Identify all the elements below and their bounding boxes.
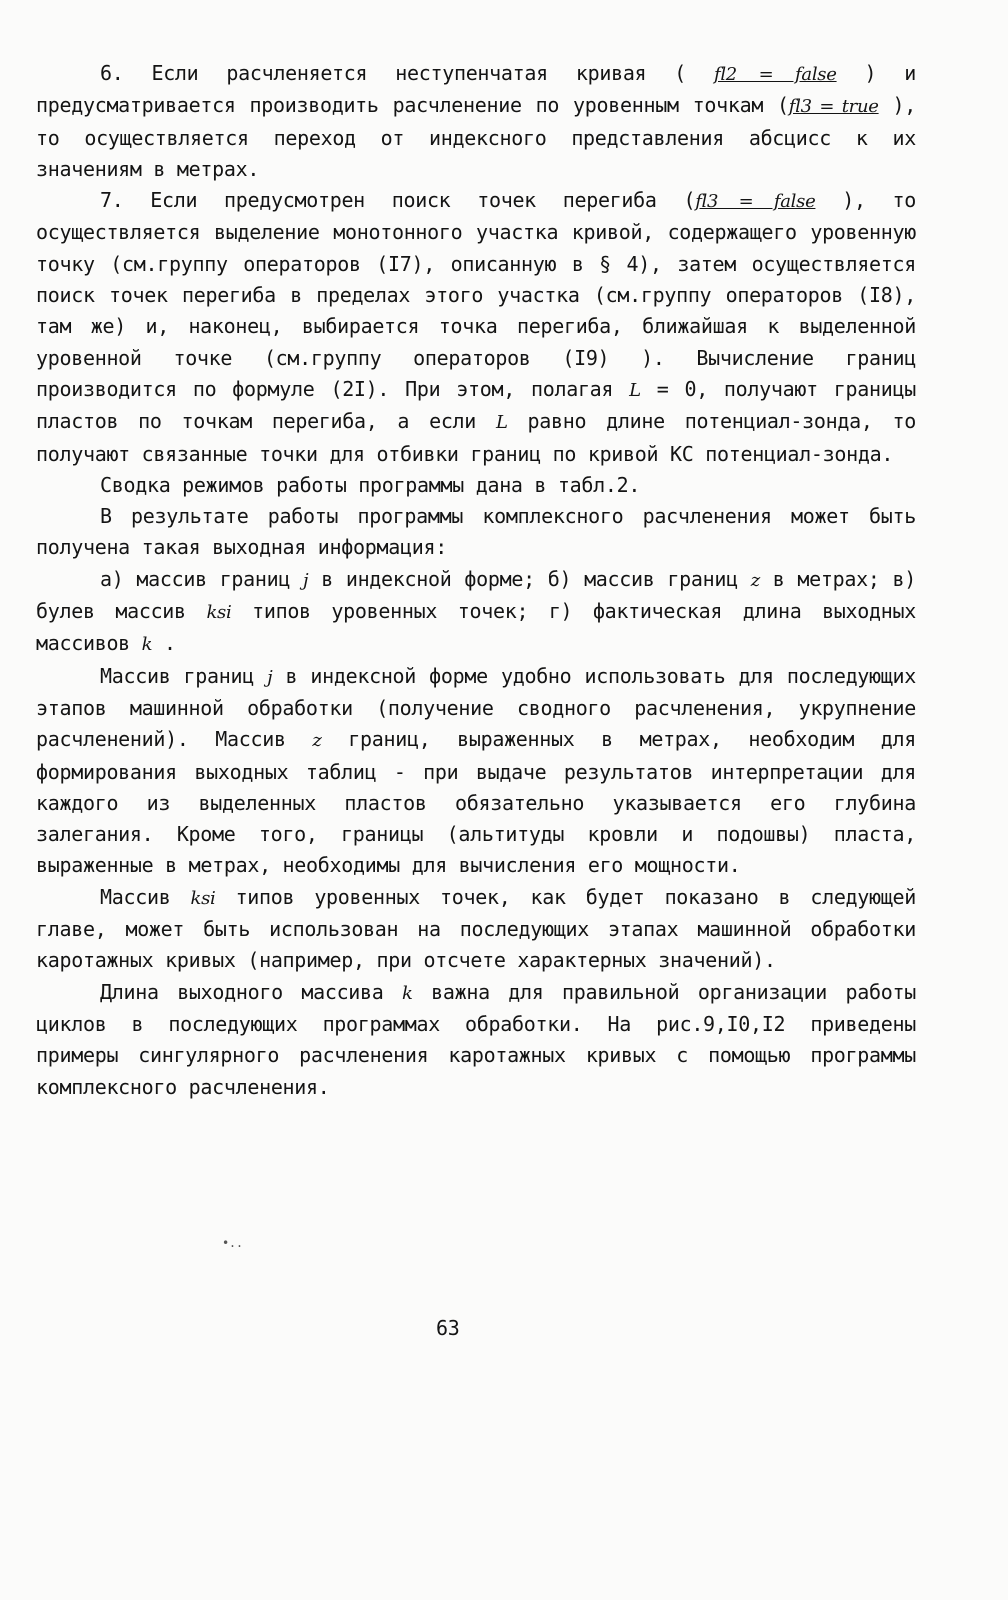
- handwritten-variable: ksi: [190, 887, 216, 909]
- text-run: типов уровенных точек, как будет показано в следующей главе, может быть использован на последующих этапах машинной обработки каротажных кривых (например, при отсчете характерных значений).: [36, 884, 917, 973]
- text-run: Массив: [100, 884, 191, 909]
- text-run: важна для правильной организации работы циклов в последующих программах обработки. На рис.9,I0,I2 приведены примеры сингулярного расчленения каротажных кривых с помощью программы комплексного расчленения.: [36, 979, 916, 1099]
- text-run: ), то осуществляется переход от индексного представления абсцисс к их значениям в метрах.: [36, 93, 916, 181]
- text-run: = 0, получают границы пластов по точкам перегиба, а если: [36, 376, 916, 434]
- handwritten-variable: z: [312, 730, 322, 752]
- text-run: Сводка режимов работы программы дана в табл.2.: [100, 472, 641, 497]
- handwritten-variable: L: [495, 412, 508, 434]
- text-run: .: [152, 631, 176, 656]
- paragraph: [36, 564, 916, 661]
- text-run: в индексной форме; б) массив границ: [308, 566, 751, 591]
- text-run: а) массив границ: [100, 566, 304, 591]
- handwritten-variable: ksi: [206, 602, 232, 624]
- scan-specks: •..: [222, 1236, 243, 1250]
- handwritten-variable: L: [629, 379, 641, 401]
- text-run: в метрах; в) булев массив: [36, 566, 916, 624]
- handwritten-variable: k: [402, 982, 413, 1004]
- page-number: 63: [436, 1316, 460, 1340]
- text-run: 7. Если предусмотрен поиск точек перегиба (: [100, 188, 696, 213]
- handwritten-variable: j: [303, 569, 309, 591]
- handwritten-variable: fl3 = true: [788, 96, 879, 118]
- handwritten-variable: fl3 = false: [695, 191, 816, 213]
- handwritten-variable: z: [750, 569, 760, 591]
- text-run: равно длине потенциал-зонда, то получают связанные точки для отбивки границ по кривой КС потенциал-зонда.: [36, 409, 916, 466]
- text-run: ), то осуществляется выделение монотонного участка кривой, содержащего уровенную точку (см.группу операторов (I7), описанную в § 4), затем осуществляется поиск точек перегиба в пределах этого участка (см.группу операторов (I8), там же) и, наконец, выбирается точка перегиба, ближайшая к выделенной уровенной точке (см.группу операторов (I9) ). Вычисление границ производится по формуле (2I). При этом, полагая: [36, 188, 916, 401]
- paragraph: [36, 470, 916, 501]
- text-run: В результате работы программы комплексного расчленения может быть получена такая выходная информация:: [36, 504, 916, 560]
- text-run: 6. Если расчленяется неступенчатая кривая (: [100, 61, 714, 85]
- handwritten-variable: j: [267, 666, 273, 688]
- body-text: [36, 58, 916, 1103]
- paragraph: [36, 977, 916, 1103]
- text-run: ) и предусматривается производить расчленение по уровенным точкам (: [36, 61, 916, 118]
- text-run: в индексной форме удобно использовать для последующих этапов машинной обработки (получение сводного расчленения, укрупнение расчленений). Массив: [36, 663, 917, 752]
- handwritten-variable: k: [141, 634, 153, 656]
- text-run: границ, выраженных в метрах, необходим для формирования выходных таблиц - при выдаче результатов интерпретации для каждого из выделенных пластов обязательно указывается его глубина залегания. Кроме того, границы (альтитуды кровли и подошвы) пласта, выраженные в метрах, необходимы для вычисления его мощности.: [36, 727, 916, 878]
- handwritten-variable: fl2 = false: [713, 64, 837, 85]
- text-run: Длина выходного массива: [100, 979, 403, 1004]
- text-run: типов уровенных точек; г) фактическая длина выходных массивов: [36, 599, 916, 656]
- paragraph: [36, 882, 916, 977]
- paragraph: [36, 501, 916, 564]
- paragraph: [36, 185, 916, 470]
- paragraph: [36, 661, 916, 882]
- paragraph: [36, 58, 916, 185]
- text-run: Массив границ: [100, 663, 268, 688]
